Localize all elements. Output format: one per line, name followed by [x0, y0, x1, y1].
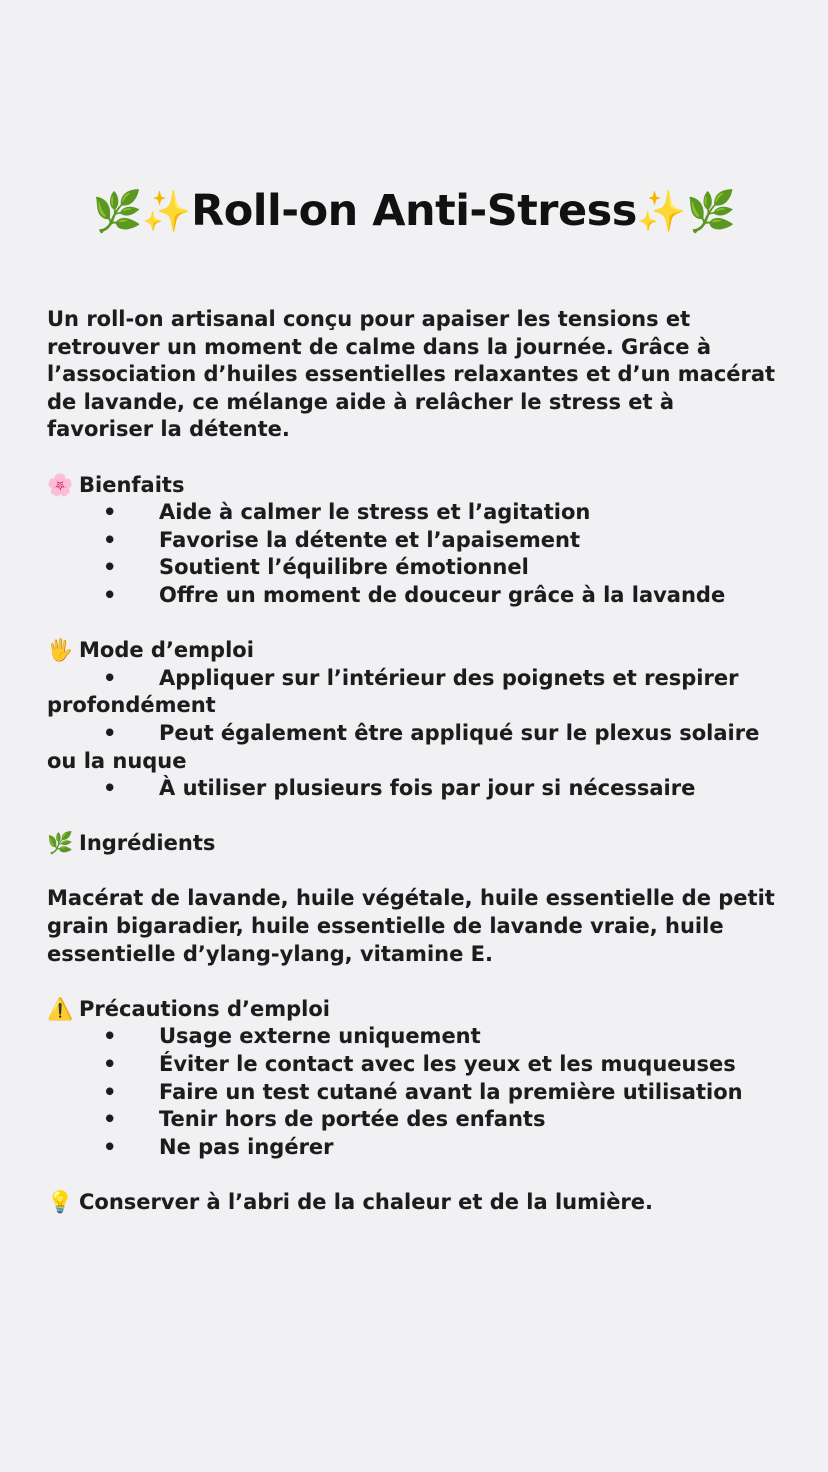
list-item: • Aide à calmer le stress et l’agitation	[47, 499, 787, 527]
list-item: • Soutient l’équilibre émotionnel	[47, 554, 787, 582]
mode-emploi-heading	[47, 637, 787, 665]
list-item: • Usage externe uniquement	[47, 1023, 787, 1051]
bullet-dot: •	[103, 500, 117, 525]
bullet-dot: •	[103, 1134, 117, 1159]
list-item: • Ne pas ingérer	[47, 1134, 787, 1162]
list-item: • Éviter le contact avec les yeux et les muqueuses	[47, 1051, 787, 1079]
flower-icon: 🌸	[47, 472, 74, 497]
list-item: • À utiliser plusieurs fois par jour si nécessaire	[47, 775, 787, 803]
bullet-dot: •	[103, 665, 117, 690]
bienfaits-heading-text: Bienfaits	[79, 472, 185, 497]
mode-emploi-heading-text: Mode d’emploi	[79, 638, 254, 663]
warning-icon: ⚠️	[47, 996, 74, 1021]
bienfaits-heading	[47, 472, 787, 500]
list-item: • Offre un moment de douceur grâce à la lavande	[47, 582, 787, 610]
list-item: • Peut également être appliqué sur le plexus solaire ou la nuque	[47, 720, 760, 773]
precautions-heading	[47, 996, 787, 1024]
bullet-dot: •	[103, 720, 117, 745]
description-body	[47, 306, 787, 1217]
herb-icon: 🌿	[47, 831, 74, 856]
bullet-dot: •	[103, 1052, 117, 1077]
bullet-dot: •	[103, 1024, 117, 1049]
precautions-heading-text: Précautions d’emploi	[79, 996, 330, 1021]
page-title	[0, 186, 828, 236]
list-item: • Favorise la détente et l’apaisement	[47, 527, 787, 555]
bullet-dot: •	[103, 1107, 117, 1132]
bullet-dot: •	[103, 582, 117, 607]
leaf-sparkle-icon: 🌿✨	[92, 189, 192, 235]
list-item: • Tenir hors de portée des enfants	[47, 1106, 787, 1134]
hand-icon: 🖐️	[47, 638, 74, 663]
list-item: • Appliquer sur l’intérieur des poignets et respirer profondément	[47, 665, 739, 718]
conservation-text: Conserver à l’abri de la chaleur et de la lumière.	[79, 1190, 654, 1214]
bullet-dot: •	[103, 527, 117, 552]
lightbulb-icon: 💡	[47, 1190, 74, 1214]
intro-paragraph: Un roll-on artisanal conçu pour apaiser les tensions et retrouver un moment de calme dans la journée. Grâce à l’association d’huiles essentielles relaxantes et d’un macérat de lavande, ce mélange aide à relâcher le stress et à favoriser la détente.	[47, 307, 776, 442]
ingredients-heading-text: Ingrédients	[79, 831, 216, 856]
bullet-dot: •	[103, 1079, 117, 1104]
conservation-note	[47, 1189, 787, 1217]
ingredients-text: Macérat de lavande, huile végétale, huile essentielle de petit grain bigaradier, huile essentielle de lavande vraie, huile essentielle d’ylang-ylang, vitamine E.	[47, 886, 775, 966]
bullet-dot: •	[103, 776, 117, 801]
bullet-dot: •	[103, 555, 117, 580]
list-item: • Faire un test cutané avant la première utilisation	[47, 1079, 787, 1107]
ingredients-heading	[47, 830, 787, 858]
title-text: Roll-on Anti-Stress	[191, 186, 637, 236]
sparkle-leaf-icon: ✨🌿	[636, 189, 736, 235]
